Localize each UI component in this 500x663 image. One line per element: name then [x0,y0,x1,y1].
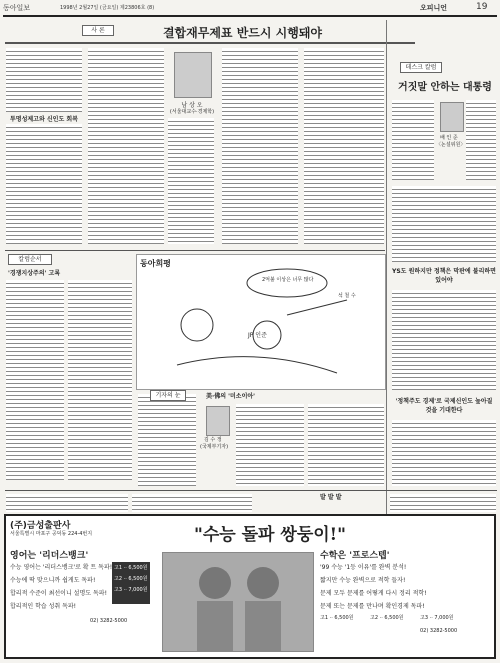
desk-author-photo [440,102,464,132]
desk-col4 [392,290,496,390]
author-role: (서울대교수·경제학) [169,109,215,115]
editorial-col2 [88,48,164,244]
cartoon-signature: 석 철 수 [338,293,356,299]
page-number: 19 [476,2,488,12]
ad-left-line-1: 수능 영어는 '리더스뱅크'로 확 트 독파! [10,564,113,571]
newspaper-name: 동아일보 [3,4,31,12]
reporter-photo [206,406,230,436]
desk-col3 [392,186,496,262]
desk-subhead-2: '정책주도 경제'로 국제신인도 높아질 것을 기대한다 [395,398,493,414]
section-label: 오피니언 [420,4,448,12]
ad-left-line-3: 합리적 수준이 최선이니 설명도 독파! [10,590,107,597]
ad-right-line-3: 문제 모두 문제를 어떻게 다시 정리 적학! [320,590,427,597]
reporter-role: (국제부기자) [200,444,229,450]
reporter-col2 [236,404,304,486]
desk-col2 [466,100,496,180]
desk-subhead-1: YS도 원하지만 정책은 막판에 불리하면 있어야 [392,268,496,284]
ad-company: (주)금성출판사 [10,521,71,531]
bottom-strip-3 [390,494,496,512]
editorial-subhead: 투명성제고와 신인도 회복 [10,116,78,123]
lower-rule [5,490,497,491]
desk-author-name: 배 인 준 [440,135,458,141]
editorial-col5 [304,48,384,244]
masthead-rule [3,15,497,17]
author-photo [174,52,212,98]
mid-rule [5,250,385,251]
cartoon-drawing [137,255,385,389]
editorial-tag: 사 론 [82,25,114,36]
ad-left-price-1: 고1 ·· 6,500원 [114,565,148,571]
ad-left-line-4: 합리적인 학습 성취 독파! [10,603,77,610]
reporter-col1 [138,394,196,486]
column-col2 [68,280,132,480]
cartoon-panel [136,254,386,390]
ad-left-price-2: 고2 ·· 6,500원 [114,576,148,582]
ad-twins-photo [162,552,314,652]
desk-col1 [392,100,434,180]
cartoon-title: 동아희평 [140,259,171,268]
ad-left-price-3: 고3 ·· 7,000원 [114,587,148,593]
author-name: 남 상 오 [181,102,203,109]
desk-col5 [392,420,496,486]
ad-right-title: 수학은 '프로스텝' [320,551,390,561]
ad-right-line-2: 짧지만 수능 완벽으로 적학 들자! [320,577,406,584]
editorial-col1-b [6,124,82,244]
editorial-col3 [168,118,214,244]
ad-right-price-2: 고2 ·· 6,500원 [370,615,404,621]
reporter-tag: 기자의 눈 [150,390,186,401]
cartoon-caption-2: JP 인준 [248,332,267,339]
editorial-rule [5,42,415,44]
editorial-col1-a [6,48,82,112]
ad-right-line-1: '99 수능 '1등 이유'를 완벽 분석! [320,564,407,571]
ad-right-line-4: 문제 또는 문제를 만나며 확인경제 독파! [320,603,425,610]
column-tag: 칼럼순서 [8,254,52,265]
ad-slogan: "수능 돌파 쌍둥이!" [194,525,346,545]
bottom-box-title: 발 발 발 [320,494,342,501]
ad-left-line-2: 수능에 딱 맞으니까 쉽게도 독파! [10,577,96,584]
reporter-title: 美·佛의 '미소이아' [206,393,256,400]
ad-company-address: 서울특별시 마포구 공덕동 224-4번지 [10,531,93,537]
column-subhead: '경쟁지상주의' 고록 [8,270,61,277]
desk-headline: 거짓말 안하는 대통령 [398,82,492,93]
column-col1 [6,280,64,480]
ad-left-title: 영어는 '리더스뱅크' [10,551,89,561]
editorial-col4 [222,48,298,244]
bottom-strip-2 [132,494,252,512]
ad-left-phone: 02) 3282-5000 [90,618,128,624]
editorial-headline: 결합재무제표 반드시 시행돼야 [162,26,323,40]
reporter-name: 김 수 정 [204,437,222,443]
ad-right-price-1: 고1 ·· 6,500원 [320,615,354,621]
cartoon-caption-1: 2억불 이상은 너무 많다 [262,277,314,283]
ad-right-phone: 02) 3282-5000 [420,628,458,634]
ad-left-book [112,562,150,604]
reporter-col3 [308,404,384,486]
ad-right-price-3: 고3 ·· 7,000원 [420,615,454,621]
issue-info: 1998년 2월27일 (금요일) 제23806호 (8) [60,5,155,11]
desk-tag: 데스크 칼럼 [400,62,442,73]
bottom-strip-1 [6,494,128,512]
twins-illustration [163,553,313,651]
desk-author-role: 〈논설위원〉 [436,142,466,148]
